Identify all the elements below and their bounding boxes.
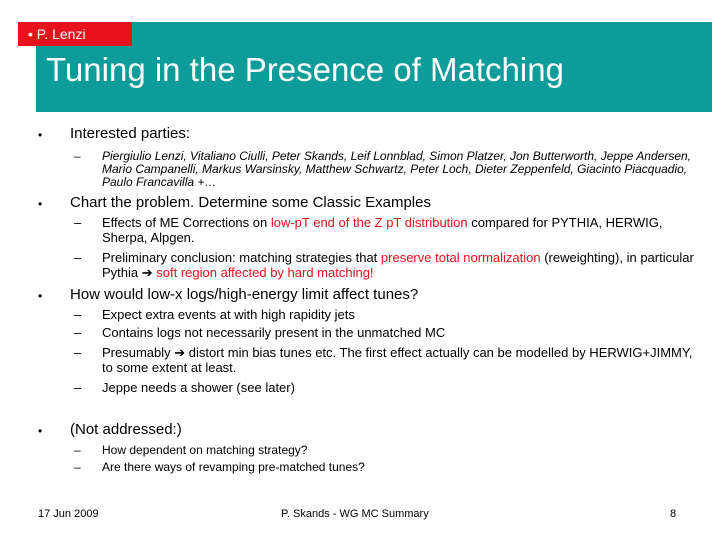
dash-icon: – [74, 345, 82, 360]
conclusion-highlight-2: soft region affected by hard matching! [156, 265, 374, 280]
me-corrections-text-c: compared for PYTHIA, HERWIG, Sherpa, Alpgen. [102, 215, 663, 245]
jeppe-text: Jeppe needs a shower (see later) [102, 380, 295, 395]
sub-item-me-corrections [74, 215, 694, 245]
footer-title: P. Skands - WG MC Summary [281, 508, 429, 520]
dash-icon: – [74, 215, 82, 230]
sub-item-jeppe [74, 380, 694, 395]
dash-icon: – [74, 149, 81, 163]
matching-strategy-text: How dependent on matching strategy? [102, 443, 308, 457]
author-tag: • P. Lenzi [18, 22, 132, 46]
bullet-icon: • [38, 289, 43, 303]
sub-item-preliminary-conclusion [74, 250, 694, 280]
sub-item-revamping [74, 461, 694, 474]
dash-icon: – [74, 460, 81, 474]
me-corrections-text-a: Effects of ME Corrections on [102, 215, 271, 230]
bullet-interested-parties: Interested parties: [70, 125, 191, 142]
dash-icon: – [74, 443, 81, 457]
sub-item-contains-logs [74, 325, 694, 340]
conclusion-text-a: Preliminary conclusion: matching strategies that [102, 250, 381, 265]
bullet-chart-problem: Chart the problem. Determine some Classic Examples [70, 194, 431, 211]
dash-icon: – [74, 380, 82, 395]
dash-icon: – [74, 307, 82, 322]
conclusion-text-c: (reweighting), in particular Pythia ➔ [102, 250, 694, 280]
page-number: 8 [670, 508, 677, 520]
sub-item-extra-events [74, 307, 694, 322]
sub-item-matching-strategy [74, 444, 694, 457]
bullet-not-addressed: (Not addressed:) [70, 421, 182, 438]
dash-icon: – [74, 325, 82, 340]
bullet-icon: • [38, 424, 43, 438]
me-corrections-highlight: low-pT end of the Z pT distribution [270, 215, 468, 230]
bullet-icon: • [38, 197, 43, 211]
bullet-low-x-logs: How would low-x logs/high-energy limit affect tunes? [70, 286, 419, 303]
sub-item-participants [74, 150, 694, 189]
sub-item-presumably [74, 345, 694, 375]
extra-events-text: Expect extra events at with high rapidity jets [102, 307, 355, 322]
participants-text: Piergiulio Lenzi, Vitaliano Ciulli, Peter Skands, Leif Lonnblad, Simon Platzer, Jon Butterworth, Jeppe Andersen, Mario Campanelli, Markus Warsinsky, Matthew Schwartz, Peter Loch, Dieter Zeppenfeld, Giacinto Piacquadio, Paulo Francavilla +… [102, 149, 692, 189]
bullet-icon: • [38, 128, 43, 142]
revamping-text: Are there ways of revamping pre-matched tunes? [102, 460, 365, 474]
dash-icon: – [74, 250, 82, 265]
slide-title: Tuning in the Presence of Matching [46, 51, 564, 88]
conclusion-highlight-1: preserve total normalization [380, 250, 541, 265]
footer-date: 17 Jun 2009 [38, 508, 99, 520]
presumably-text: Presumably ➔ distort min bias tunes etc. The first effect actually can be modelled by HERWIG+JIMMY, to some extent at least. [102, 345, 693, 375]
contains-logs-text: Contains logs not necessarily present in the unmatched MC [102, 325, 446, 340]
